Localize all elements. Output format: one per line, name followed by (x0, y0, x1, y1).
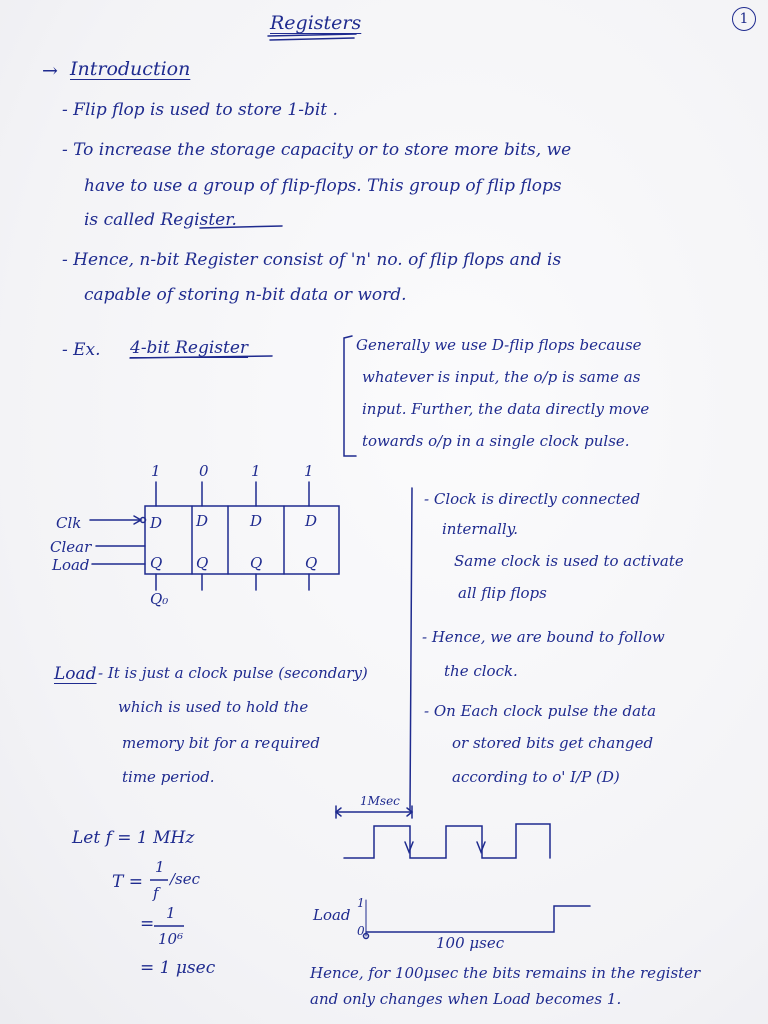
ff3-q-label: Q (250, 554, 263, 572)
bullet-line-2: - To increase the storage capacity or to store more bits, we (62, 140, 572, 160)
intro-heading: Introduction (70, 58, 191, 80)
calc-num-2: 1 (166, 904, 176, 922)
ff4-q-label: Q (305, 554, 318, 572)
load-line-1: - It is just a clock pulse (secondary) (98, 664, 368, 682)
ff2-q-label: Q (196, 554, 209, 572)
calc-den-2: 10⁶ (158, 930, 184, 948)
clk-bubble (141, 518, 146, 523)
calc-period-unit: /sec (170, 870, 201, 888)
calc-period-den: f (153, 884, 159, 902)
duration-label: 100 μsec (436, 934, 505, 952)
clock-waveform (344, 824, 550, 858)
calc-period-t: T = (112, 872, 143, 892)
page-number: 1 (732, 7, 756, 31)
ff4-d-label: D (305, 512, 318, 530)
input-bit-1: 1 (151, 462, 161, 480)
ff3-d-label: D (250, 512, 263, 530)
note-line-4: towards o/p in a single clock pulse. (362, 432, 630, 450)
load-line-3: memory bit for a required (122, 734, 320, 752)
clock-note-3: Same clock is used to activate (454, 552, 684, 570)
period-label: 1Msec (360, 794, 400, 808)
clock-note-5: - Hence, we are bound to follow (422, 628, 665, 646)
clock-note-2: internally. (442, 520, 518, 538)
clk-label: Clk (56, 514, 82, 532)
calc-eq-2: = (140, 914, 155, 934)
load-line-4: time period. (122, 768, 215, 786)
edge-arrow-1 (405, 842, 413, 852)
load-wave-label: Load (313, 906, 351, 924)
bullet-line-6: capable of storing n-bit data or word. (84, 285, 407, 305)
example-prefix: - Ex. (62, 340, 101, 360)
load-heading: Load (54, 664, 97, 684)
clock-note-9: according to o' I/P (D) (452, 768, 620, 786)
q0-output-label: Q₀ (150, 590, 169, 608)
conclusion-line-1: Hence, for 100μsec the bits remains in the register (310, 964, 701, 982)
page-title: Registers (270, 12, 362, 34)
note-bracket (344, 336, 356, 456)
calc-period-num: 1 (155, 858, 165, 876)
calc-freq: Let f = 1 MHz (72, 828, 195, 848)
clock-note-6: the clock. (444, 662, 518, 680)
bullet-line-1: - Flip flop is used to store 1-bit . (62, 100, 338, 120)
load-signal-label: Load (52, 556, 90, 574)
ff2-d-label: D (196, 512, 209, 530)
load-waveform (366, 906, 590, 932)
register-box (145, 506, 339, 574)
ff1-d-label: D (150, 514, 163, 532)
title-underline (268, 34, 356, 36)
bullet-line-5: - Hence, n-bit Register consist of 'n' no. of flip flops and is (62, 250, 562, 270)
note-line-2: whatever is input, the o/p is same as (362, 368, 641, 386)
load-high-label: 1 (357, 896, 365, 910)
clock-note-7: - On Each clock pulse the data (424, 702, 657, 720)
clock-note-1: - Clock is directly connected (424, 490, 641, 508)
bullet-line-3: have to use a group of flip-flops. This group of flip flops (84, 176, 562, 196)
title-underline-2 (270, 38, 354, 40)
load-line-2: which is used to hold the (118, 698, 309, 716)
register-word-underline (200, 226, 282, 228)
calc-result: = 1 μsec (140, 958, 216, 978)
clear-label: Clear (50, 538, 92, 556)
clock-note-4: all flip flops (458, 584, 547, 602)
input-bit-3: 1 (251, 462, 261, 480)
note-line-3: input. Further, the data directly move (362, 400, 650, 418)
note-line-1: Generally we use D-flip flops because (356, 336, 642, 354)
example-underline (130, 356, 272, 358)
clock-note-8: or stored bits get changed (452, 734, 654, 752)
example-label: 4-bit Register (130, 338, 249, 358)
ff1-q-label: Q (150, 554, 163, 572)
conclusion-line-2: and only changes when Load becomes 1. (310, 990, 622, 1008)
vertical-divider (410, 488, 412, 810)
edge-arrow-2 (477, 842, 485, 852)
input-bit-2: 0 (199, 462, 209, 480)
intro-arrow: → (42, 60, 58, 82)
input-bit-4: 1 (304, 462, 314, 480)
load-low-label: 0 (357, 924, 365, 938)
bullet-line-4: is called Register. (84, 210, 237, 230)
